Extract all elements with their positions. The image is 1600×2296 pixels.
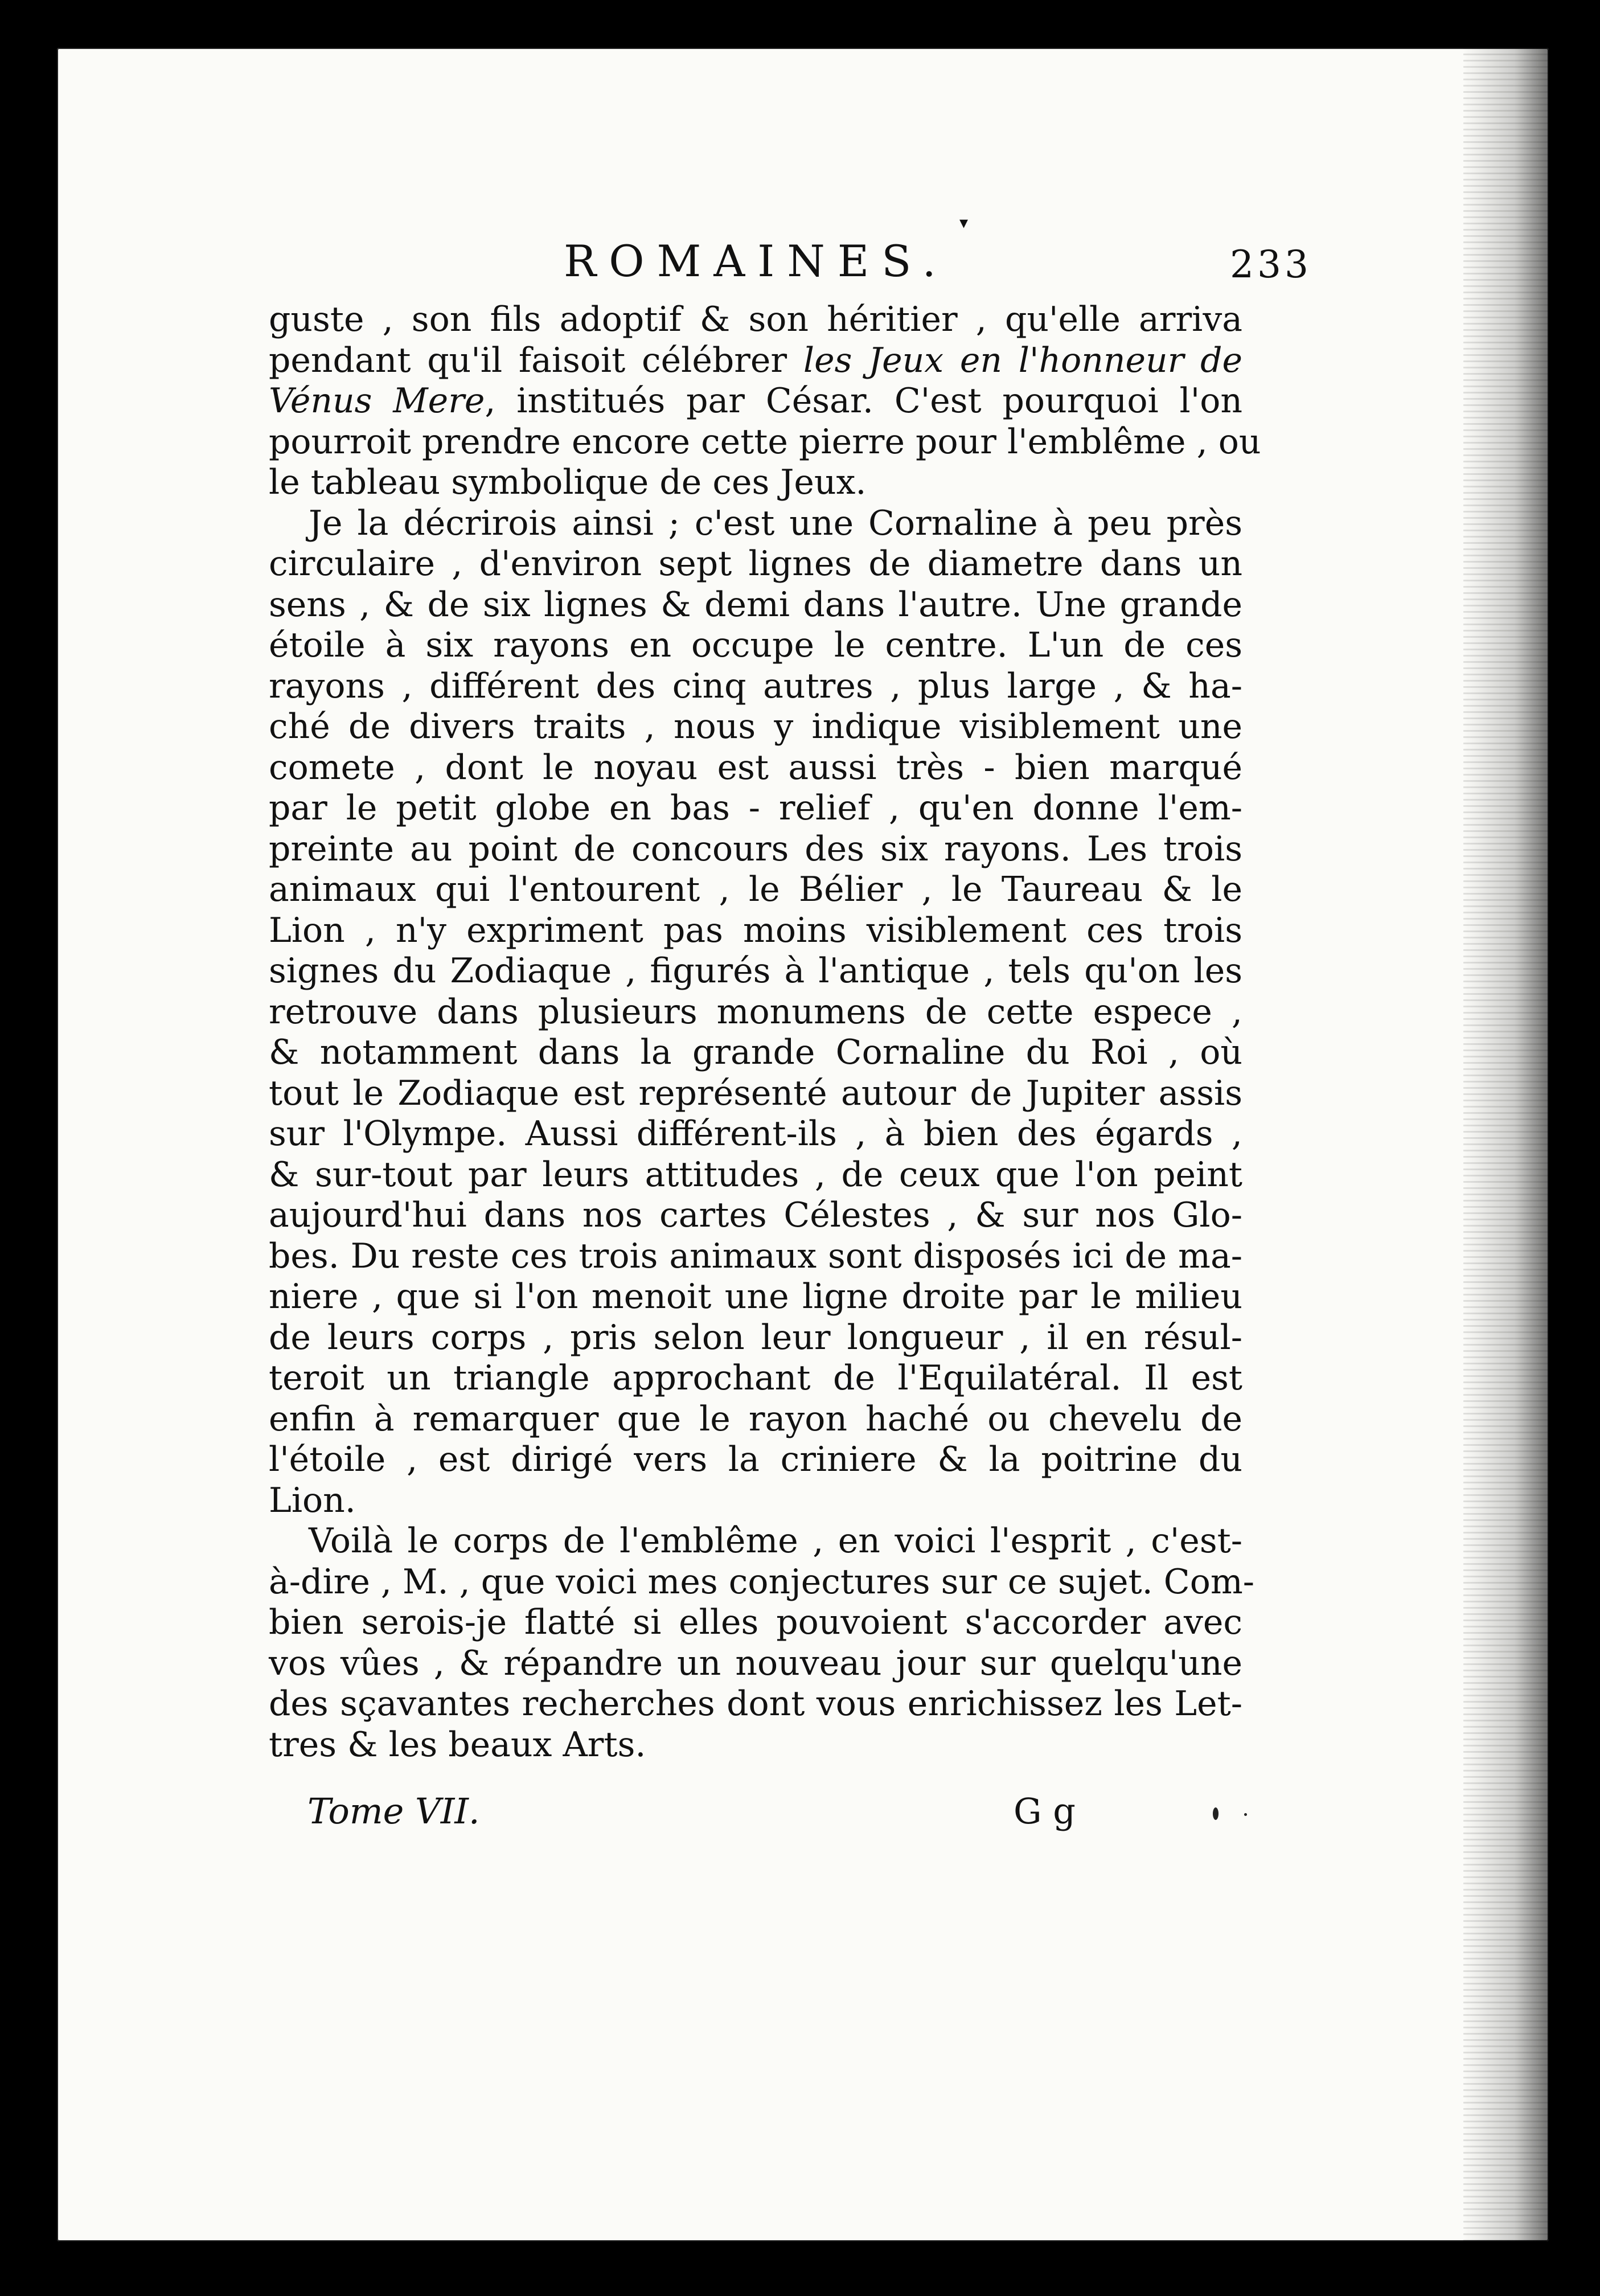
text-line: l'étoile , est dirigé vers la criniere & la poitrine du (269, 1440, 1242, 1479)
text-line: bien serois-je flatté si elles pouvoient s'accorder avec (269, 1602, 1242, 1642)
text-line: le tableau symbolique de ces Jeux. (269, 462, 867, 502)
text-line: & sur-tout par leurs attitudes , de ceux que l'on peint (269, 1154, 1242, 1195)
page-footer (57, 1790, 1549, 1842)
text-line: niere , que si l'on menoit une ligne droite par le milieu (269, 1277, 1242, 1317)
page-gutter-shadow (1463, 48, 1549, 2241)
ornament-mark: ▾ (959, 213, 969, 233)
text-line: enfin à remarquer que le rayon haché ou chevelu de (269, 1399, 1242, 1439)
text-line: & notamment dans la grande Cornaline du Roi , où (269, 1032, 1242, 1072)
text-line: par le petit globe en bas - relief , qu'en donne l'em- (269, 788, 1242, 828)
italic-phrase: Vénus Mere (269, 381, 485, 421)
text-line: preinte au point de concours des six rayons. Les trois (269, 829, 1242, 869)
text-line: signes du Zodiaque , figurés à l'antique , tels qu'on les (269, 951, 1242, 991)
text-line: Je la décrirois ainsi ; c'est une Cornaline à peu près (309, 503, 1242, 543)
text-line: tout le Zodiaque est représenté autour de Jupiter assis (269, 1073, 1242, 1113)
book-page (57, 48, 1549, 2241)
text-line: Voilà le corps de l'emblême , en voici l'esprit , c'est- (309, 1521, 1242, 1561)
text-line: guste , son fils adoptif & son héritier , qu'elle arriva (269, 300, 1242, 339)
text-line: animaux qui l'entourent , le Bélier , le Taureau & le (269, 870, 1242, 909)
text-line: tres & les beaux Arts. (269, 1724, 646, 1765)
text-line: pourroit prendre encore cette pierre pour l'emblême , ou (269, 421, 1261, 462)
running-title: ROMAINES. (564, 236, 949, 286)
ink-speck (1213, 1807, 1219, 1820)
text-line: à-dire , M. , que voici mes conjectures sur ce sujet. Com- (269, 1561, 1255, 1602)
text-line: vos vûes , & répandre un nouveau jour sur quelqu'une (269, 1643, 1242, 1683)
text-line: pendant qu'il faisoit célébrer les Jeux en l'honneur de (269, 340, 1243, 380)
text-line: sens , & de six lignes & demi dans l'autre. Une grande (269, 584, 1242, 625)
text-line: étoile à six rayons en occupe le centre. L'un de ces (269, 625, 1242, 665)
text-line: ché de divers traits , nous y indique visiblement une (269, 707, 1242, 747)
text-line: aujourd'hui dans nos cartes Célestes , & sur nos Glo- (269, 1195, 1242, 1235)
ink-speck (1244, 1813, 1247, 1816)
text-line: circulaire , d'environ sept lignes de diametre dans un (269, 544, 1242, 584)
text-line: des sçavantes recherches dont vous enrichissez les Let- (269, 1684, 1242, 1724)
text-line: Vénus Mere, institués par César. C'est pourquoi l'on (269, 381, 1242, 421)
text-line: bes. Du reste ces trois animaux sont disposés ici de ma- (269, 1236, 1242, 1276)
italic-phrase: les Jeux en l'honneur de (803, 340, 1243, 380)
tome-label: Tome VII. (307, 1790, 480, 1832)
signature-mark: G g (1014, 1790, 1076, 1832)
body-text (269, 300, 1261, 1765)
text-line: de leurs corps , pris selon leur longueur , il en résul- (269, 1317, 1242, 1358)
text-line: Lion , n'y expriment pas moins visiblement ces trois (269, 910, 1242, 950)
text-line: Lion. (269, 1480, 356, 1520)
running-head (273, 213, 1355, 298)
text-line: teroit un triangle approchant de l'Equilatéral. Il est (269, 1358, 1242, 1398)
page-number: 233 (1230, 243, 1312, 286)
text-line: retrouve dans plusieurs monumens de cette espece , (269, 991, 1242, 1032)
text-line: sur l'Olympe. Aussi différent-ils , à bien des égards , (269, 1114, 1242, 1154)
text-line: comete , dont le noyau est aussi très - bien marqué (269, 747, 1242, 788)
text-line: rayons , différent des cinq autres , plus large , & ha- (269, 666, 1242, 706)
